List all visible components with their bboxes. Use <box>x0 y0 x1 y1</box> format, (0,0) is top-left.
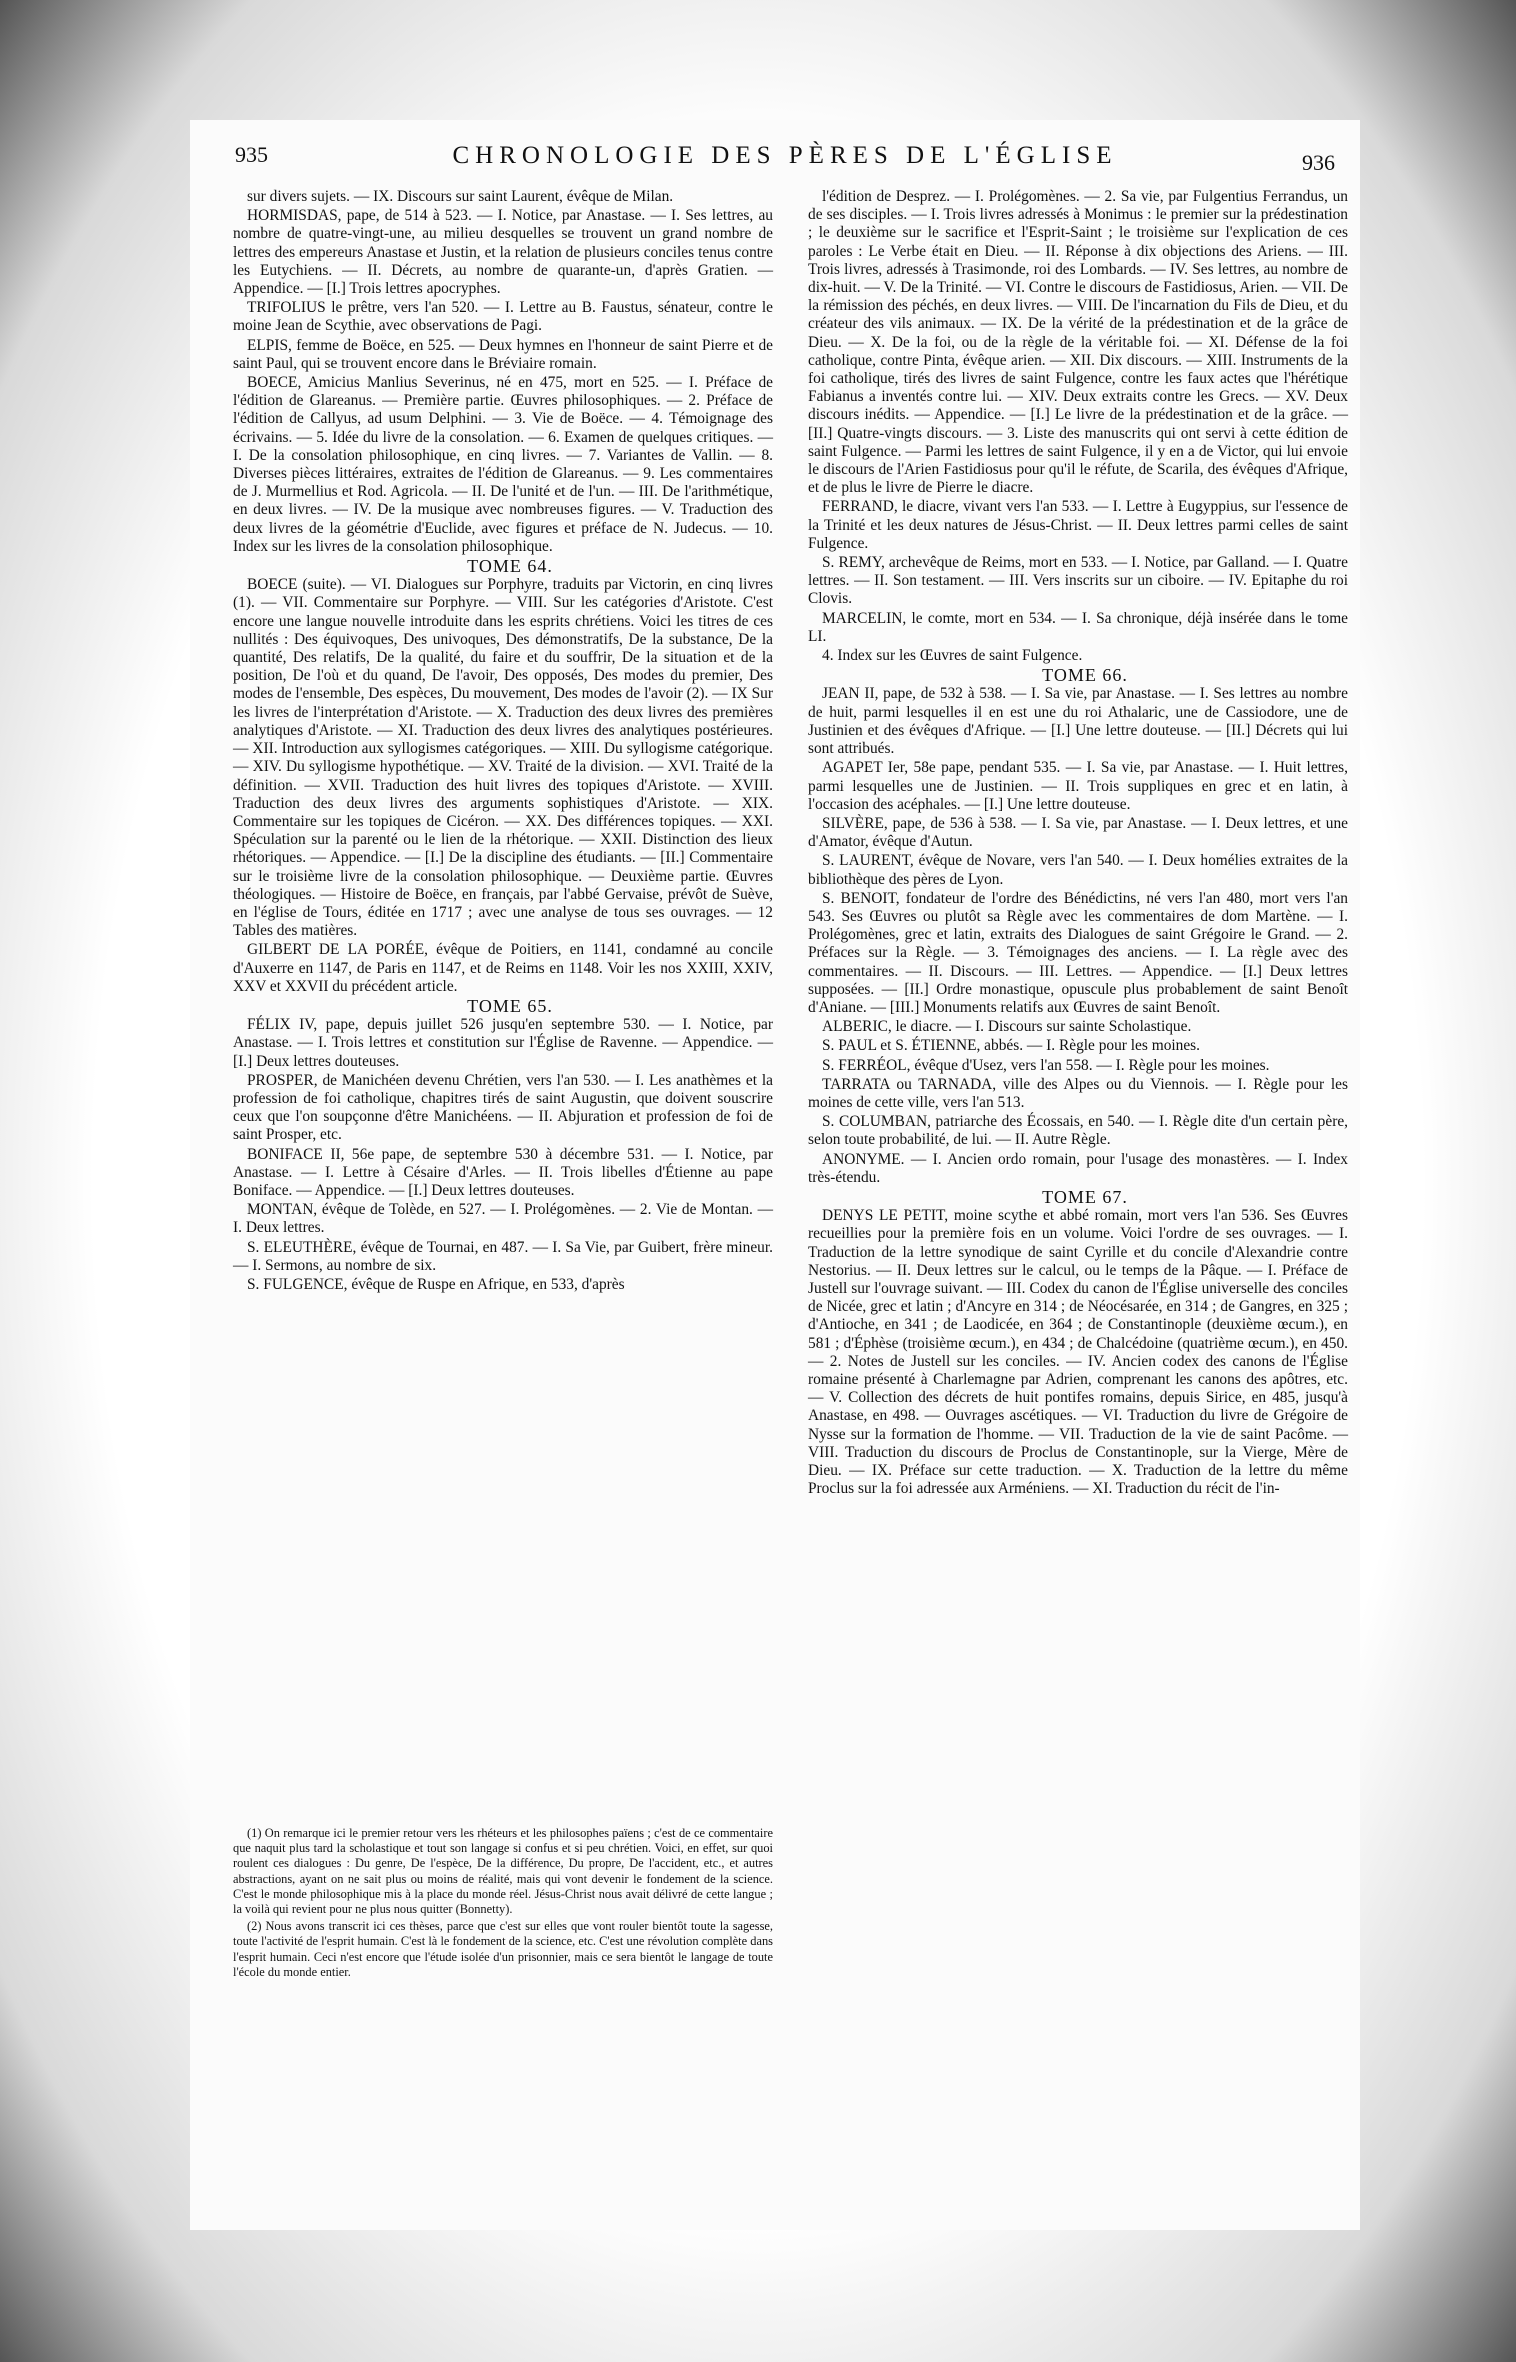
entry-paragraph: S. REMY, archevêque de Reims, mort en 533. — I. Notice, par Galland. — I. Quatre lettres. — II. Son testament. — III. Vers inscrits sur un ciboire. — IV. Epitaphe du roi Clovis. <box>808 554 1348 608</box>
volume-heading: TOME 67. <box>1042 1186 1128 1207</box>
entry-paragraph: BOECE, Amicius Manlius Severinus, né en 475, mort en 525. — I. Préface de l'édition de Glareanus. — Première partie. Œuvres philosophiques. — 2. Préface de l'édition de Callyus, ad usum Delphini. — 3. Vie de Boëce. — 4. Témoignage des écrivains. — 5. Idée du livre de la consolation. — 6. Examen de quelques critiques. — I. De la consolation philosophique, en cinq livres. — 7. Variantes de Vallin. — 8. Diverses pièces littéraires, extraites de l'édition de Glareanus. — 9. Les commentaires de J. Murmellius et Rod. Agricola. — II. De l'unité et de l'un. — III. De l'arithmétique, en deux livres. — IV. De la musique avec nombreuses figures. — V. Traduction des deux livres de la géométrie d'Euclide, avec figures et préface de N. Judecus. — 10. Index sur les livres de la consolation philosophique. <box>233 374 773 555</box>
entry-paragraph: 4. Index sur les Œuvres de saint Fulgence. <box>822 647 1083 665</box>
entry-paragraph: S. BENOIT, fondateur de l'ordre des Bénédictins, né vers l'an 480, mort vers l'an 543. Ses Œuvres ou plutôt sa Règle avec les commentaires de dom Martène. — I. Prolégomènes, grec et latin, extraits des Dialogues de saint Grégoire le Grand. — 2. Préfaces sur la Règle. — 3. Témoignages des anciens. — I. La règle avec des commentaires. — II. Discours. — III. Lettres. — Appendice. — [I.] Deux lettres supposées. — [II.] Ordre monastique, opuscule plus probablement de saint Benoît d'Aniane. — [III.] Monuments relatifs aux Œuvres de saint Benoît. <box>808 889 1348 1016</box>
entry-paragraph: FERRAND, le diacre, vivant vers l'an 533. — I. Lettre à Eugyppius, sur l'essence de la Trinité et les deux natures de Jésus-Christ. — II. Deux lettres parmi celles de saint Fulgence. <box>808 498 1348 552</box>
entry-paragraph: ANONYME. — I. Ancien ordo romain, pour l'usage des monastères. — I. Index très-étendu. <box>808 1150 1348 1186</box>
right-column <box>808 188 1348 1499</box>
entry-paragraph: MONTAN, évêque de Tolède, en 527. — I. Prolégomènes. — 2. Vie de Montan. — I. Deux lettres. <box>233 1201 773 1237</box>
page-title: CHRONOLOGIE DES PÈRES DE L'ÉGLISE <box>452 142 1118 169</box>
entry-paragraph: S. COLUMBAN, patriarche des Écossais, en 540. — I. Règle dite d'un certain père, selon toute probabilité, de lui. — II. Autre Règle. <box>808 1113 1348 1149</box>
entry-paragraph: S. PAUL et S. ÉTIENNE, abbés. — I. Règle pour les moines. <box>822 1037 1201 1055</box>
entry-paragraph: TARRATA ou TARNADA, ville des Alpes ou du Viennois. — I. Règle pour les moines de cette ville, vers l'an 513. <box>808 1075 1348 1111</box>
entry-paragraph: MARCELIN, le comte, mort en 534. — I. Sa chronique, déjà insérée dans le tome LI. <box>808 609 1348 645</box>
entry-paragraph: l'édition de Desprez. — I. Prolégomènes. — 2. Sa vie, par Fulgentius Ferrandus, un de ses disciples. — I. Trois livres adressés à Monimus : le premier sur la prédestination ; le deuxième sur le sacrifice et l'Esprit-Saint ; le troisième sur l'explication de ces paroles : Le Verbe était en Dieu. — II. Réponse à dix objections des Ariens. — III. Trois livres, adressés à Trasimonde, roi des Lombards. — IV. Ses lettres, au nombre de dix-huit. — V. De la Trinité. — VI. Contre le discours de Fastidiosus, Arien. — VII. De la rémission des péchés, en deux livres. — VIII. De l'incarnation du Fils de Dieu, et du créateur des vils animaux. — IX. De la vérité de la prédestination et de la grâce de Dieu. — X. De la foi, ou de la règle de la véritable foi. — XI. Défense de la foi catholique, contre Pinta, évêque arien. — XII. Dix discours. — XIII. Instruments de la foi catholique, tirés des livres de saint Fulgence, contre les faux actes que l'hérétique Fabianus a inventés contre lui. — XIV. Deux extraits contre les Grecs. — XV. Deux discours inédits. — Appendice. — [I.] Le livre de la prédestination et de la grâce. — [II.] Quatre-vingts discours. — 3. Liste des manuscrits qui ont servi à cette édition de saint Fulgence. — Parmi les lettres de saint Fulgence, il y en a de Victor, qui lui envoie le discours de l'Arien Fastidiosus pour qu'il le réfute, de Scarila, des évêques d'Afrique, et de plus le livre de Pierre le diacre. <box>808 188 1348 497</box>
entry-paragraph: BOECE (suite). — VI. Dialogues sur Porphyre, traduits par Victorin, en cinq livres (1). — VII. Commentaire sur Porphyre. — VIII. Sur les catégories d'Aristote. C'est encore une langue nouvelle introduite dans les esprits chrétiens. Voici les titres de ces nullités : Des équivoques, Des univoques, Des démonstratifs, De la substance, De la quantité, Des relatifs, De la qualité, du faire et du souffrir, De la situation et de la position, De l'où et du quand, De l'avoir, Des opposés, Des modes du premier, Des modes de l'ensemble, Des espèces, Du mouvement, Des modes de l'avoir (2). — IX Sur les livres de l'interprétation d'Aristote. — X. Traduction des deux livres des premières analytiques d'Aristote. — XI. Traduction des deux livres des analytiques postérieures. — XII. Introduction aux syllogismes catégoriques. — XIII. Du syllogisme catégorique. — XIV. Du syllogisme hypothétique. — XV. Traité de la division. — XVI. Traité de la définition. — XVII. Traduction des huit livres des topiques d'Aristote. — XVIII. Traduction des deux livres des arguments sophistiques d'Aristote. — XIX. Commentaire sur les topiques de Cicéron. — XX. Des différences topiques. — XXI. Spéculation sur la parenté ou le lien de la rhétorique. — XXII. Distinction des lieux rhétoriques. — Appendice. — [I.] De la discipline des étudiants. — [II.] Commentaire sur le troisième livre de la consolation philosophique. — Deuxième partie. Œuvres théologiques. — Histoire de Boëce, en français, par l'abbé Gervaise, prévôt de Suève, en l'église de Tours, éditée en 1717 ; avec une analyse de tous ses ouvrages. — 12 Tables des matières. <box>233 576 773 940</box>
page-number-right: 936 <box>1302 150 1335 175</box>
volume-heading: TOME 65. <box>467 995 553 1016</box>
entry-paragraph: GILBERT DE LA PORÉE, évêque de Poitiers, en 1141, condamné au concile d'Auxerre en 1147, de Paris en 1147, et de Reims en 1148. Voir les nos XXIII, XXIV, XXV et XXVII du précédent article. <box>233 941 773 995</box>
entry-paragraph: sur divers sujets. — IX. Discours sur saint Laurent, évêque de Milan. <box>247 188 674 205</box>
entry-paragraph: S. LAURENT, évêque de Novare, vers l'an 540. — I. Deux homélies extraites de la bibliothèque des pères de Lyon. <box>808 852 1348 888</box>
volume-heading: TOME 64. <box>467 556 553 577</box>
entry-paragraph: JEAN II, pape, de 532 à 538. — I. Sa vie, par Anastase. — I. Ses lettres au nombre de huit, parmi lesquelles il en est une du roi Athalaric, une de Cassiodore, une de Justinien et des évêques d'Afrique. — [I.] Une lettre douteuse. — [II.] Décrets qui lui sont attribués. <box>808 685 1348 758</box>
entry-paragraph: DENYS LE PETIT, moine scythe et abbé romain, mort vers l'an 536. Ses Œuvres recueillies pour la première fois en un volume. Voici l'ordre de ses ouvrages. — I. Traduction de la lettre synodique de saint Cyrille et du concile d'Alexandrie contre Nestorius. — II. Deux lettres sur le calcul, ou le temps de la Pâque. — I. Préface de Justell sur l'ouvrage suivant. — III. Codex du canon de l'Église universelle des conciles de Nicée, grec et latin ; d'Ancyre en 314 ; de Néocésarée, en 314 ; de Gangres, en 325 ; d'Antioche, en 341 ; de Laodicée, en 364 ; de Constantinople (deuxième œcum.), en 581 ; d'Éphèse (troisième œcum.), en 434 ; de Chalcédoine (quatrième œcum.), en 450. — 2. Notes de Justell sur les conciles. — IV. Ancien codex des canons de l'Église romaine présenté à Charlemagne par Adrien, comprenant les canons des apôtres, etc. — V. Collection des décrets de huit pontifes romains, depuis Sirice, en 485, jusqu'à Anastase, en 498. — Ouvrages ascétiques. — VI. Traduction du livre de Grégoire de Nysse sur la formation de l'homme. — VII. Traduction de la vie de saint Pacôme. — VIII. Traduction du discours de Proclus de Constantinople, sur la Vierge, Mère de Dieu. — IX. Préface sur cette traduction. — X. Traduction de la lettre du même Proclus sur la foi adressée aux Arméniens. — XI. Traduction du récit de l'in- <box>808 1207 1348 1498</box>
entry-paragraph: HORMISDAS, pape, de 514 à 523. — I. Notice, par Anastase. — I. Ses lettres, au nombre de quatre-vingt-une, au milieu desquelles se trouvent un grand nombre de lettres des empereurs Anastase et Justin, et la relation de plusieurs conciles tenus contre les Eutychiens. — II. Décrets, au nombre de quarante-un, d'après Gratien. — Appendice. — [I.] Trois lettres apocryphes. <box>233 207 773 298</box>
running-header <box>235 142 1335 182</box>
entry-paragraph: S. FULGENCE, évêque de Ruspe en Afrique, en 533, d'après <box>247 1275 625 1293</box>
entry-paragraph: ALBERIC, le diacre. — I. Discours sur sainte Scholastique. <box>822 1018 1192 1036</box>
page-number-left: 935 <box>235 142 268 167</box>
entry-paragraph: SILVÈRE, pape, de 536 à 538. — I. Sa vie, par Anastase. — I. Deux lettres, et une d'Amator, évêque d'Autun. <box>808 814 1348 851</box>
entry-paragraph: TRIFOLIUS le prêtre, vers l'an 520. — I. Lettre au B. Faustus, sénateur, contre le moine Jean de Scythie, avec observations de Pagi. <box>233 299 773 335</box>
entry-paragraph: BONIFACE II, 56e pape, de septembre 530 à décembre 531. — I. Notice, par Anastase. — I. Lettre à Césaire d'Arles. — II. Trois libelles d'Étienne au pape Boniface. — Appendice. — [I.] Deux lettres douteuses. <box>233 1145 773 1199</box>
footnotes <box>233 1826 773 1982</box>
entry-paragraph: ELPIS, femme de Boëce, en 525. — Deux hymnes en l'honneur de saint Pierre et de saint Paul, qui se trouvent encore dans le Bréviaire romain. <box>233 336 773 372</box>
entry-paragraph: S. ELEUTHÈRE, évêque de Tournai, en 487. — I. Sa Vie, par Guibert, frère mineur. — I. Sermons, au nombre de six. <box>233 1238 773 1274</box>
entry-paragraph: S. FERRÉOL, évêque d'Usez, vers l'an 558. — I. Règle pour les moines. <box>822 1056 1270 1074</box>
entry-paragraph: FÉLIX IV, pape, depuis juillet 526 jusqu'en septembre 530. — I. Notice, par Anastase. — I. Trois lettres et constitution sur l'Église de Ravenne. — Appendice. — [I.] Deux lettres douteuses. <box>233 1016 773 1070</box>
entry-paragraph: AGAPET Ier, 58e pape, pendant 535. — I. Sa vie, par Anastase. — I. Huit lettres, parmi lesquelles une de Justinien. — II. Trois suppliques en grec et en latin, à l'occasion des acéphales. — [I.] Une lettre douteuse. <box>808 759 1348 813</box>
left-column <box>233 188 773 1295</box>
footnote: (2) Nous avons transcrit ici ces thèses, parce que c'est sur elles que vont rouler bientôt toute la sagesse, toute l'activité de l'esprit humain. C'est là le fondement de la science, etc. C'est une révolution complète dans l'esprit humain. Ceci n'est encore que l'étude isolée d'un prisonnier, mais ce sera bientôt le langage de toute l'école du monde entier. <box>233 1919 773 1979</box>
entry-paragraph: PROSPER, de Manichéen devenu Chrétien, vers l'an 530. — I. Les anathèmes et la profession de foi catholique, chapitres tirés de saint Augustin, que doivent souscrire ceux que l'on soupçonne d'être Manichéens. — II. Abjuration et profession de foi de saint Prosper, etc. <box>233 1071 773 1144</box>
footnote: (1) On remarque ici le premier retour vers les rhéteurs et les philosophes païens ; c'est de ce commentaire que naquit plus tard la scholastique et tout son langage si confus et si peu chrétien. Voici, en effet, sur quoi roulent ces dialogues : Du genre, De l'espèce, De la différence, Du propre, De l'accident, etc., et autres abstractions, ayant on ne sait plus ou moins de réalité, mais qui vont devenir le fondement de la science. C'est le monde philosophique mis à la place du monde réel. Jésus-Christ nous avait délivré de cette langue ; la voilà qui revient pour ne plus nous quitter (Bonnetty). <box>233 1826 773 1917</box>
volume-heading: TOME 66. <box>1042 665 1128 686</box>
